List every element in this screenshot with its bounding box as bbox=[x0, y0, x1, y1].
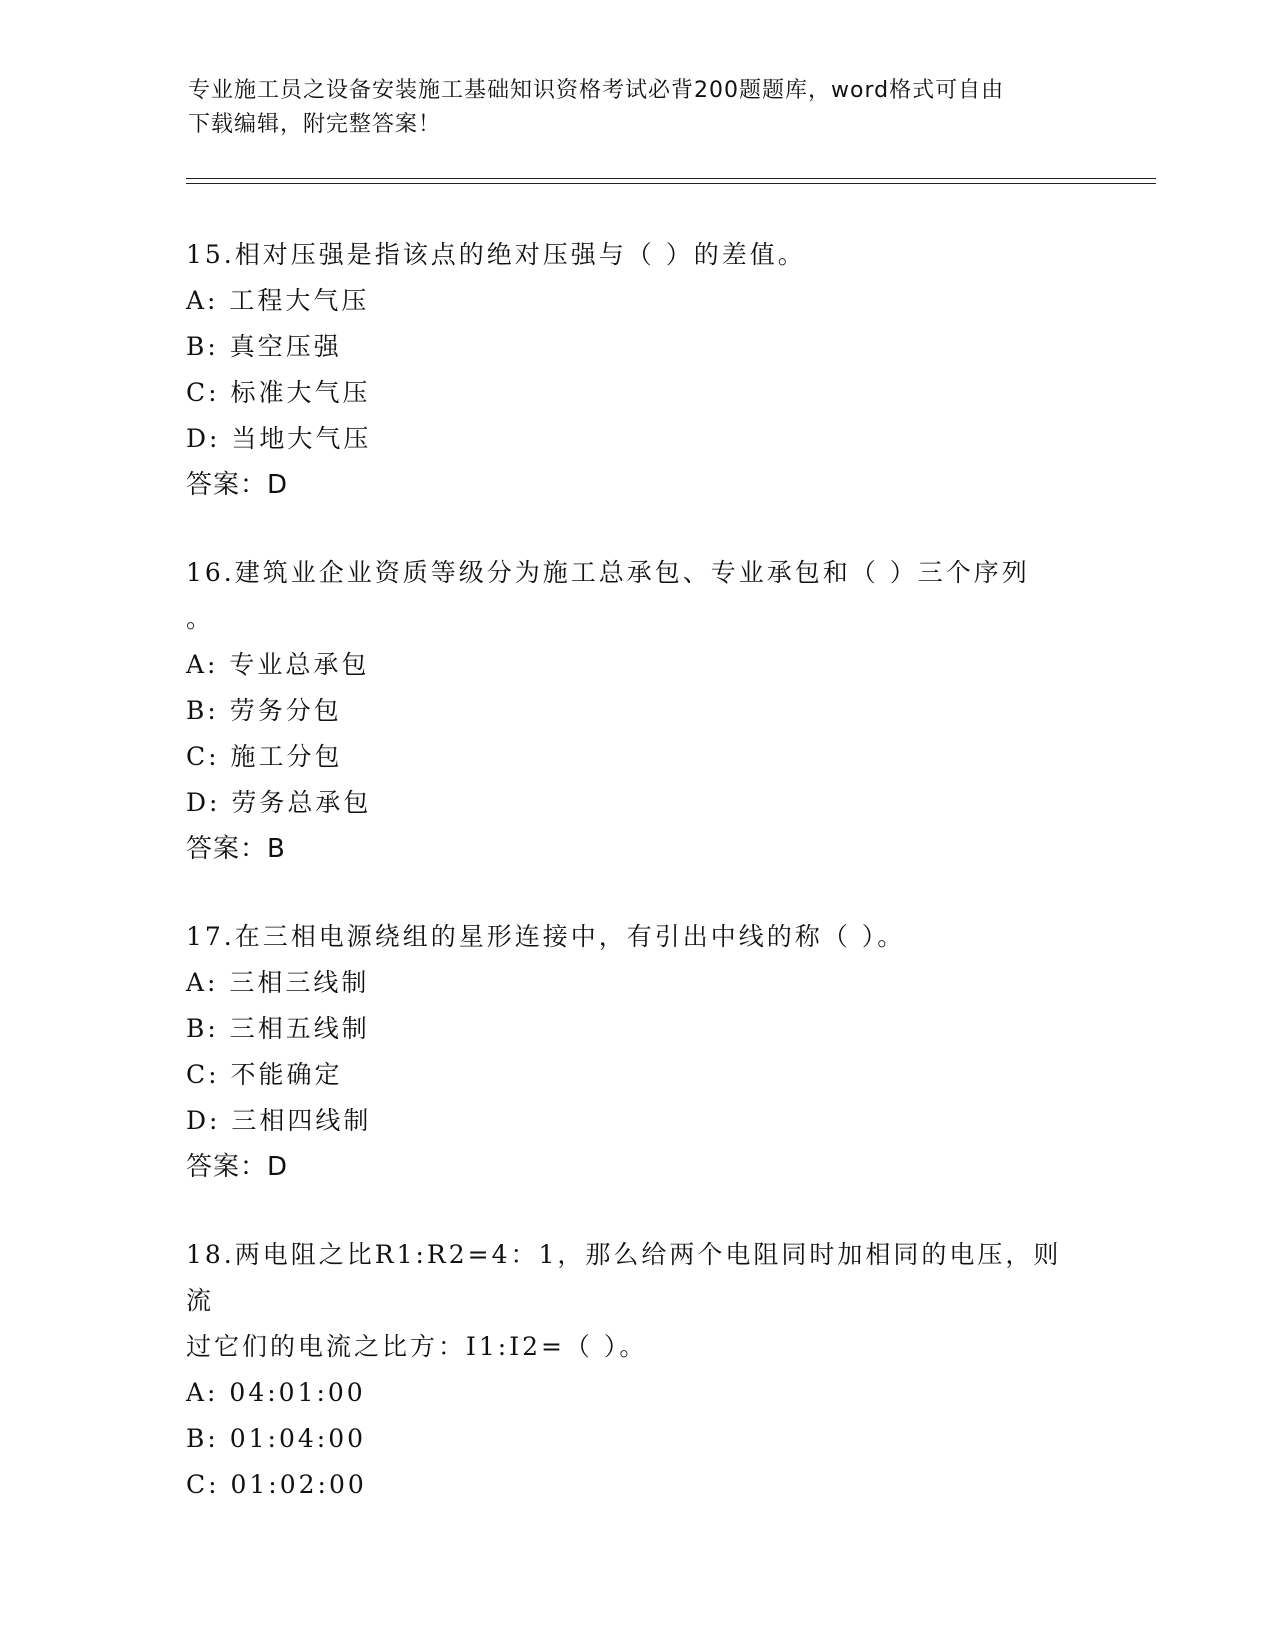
question-stem: 16.建筑业企业资质等级分为施工总承包、专业承包和（ ）三个序列 bbox=[186, 558, 1030, 587]
question-stem-continuation: 。 bbox=[186, 604, 215, 633]
question-stem: 18.两电阻之比R1:R2=4：1，那么给两个电阻同时加相同的电压，则流 bbox=[186, 1240, 1062, 1315]
option-d: D: 三相四线制 bbox=[186, 1106, 372, 1135]
header-line-2: 下载编辑，附完整答案！ bbox=[188, 112, 442, 137]
question-16 bbox=[186, 550, 1086, 872]
option-b: B: 三相五线制 bbox=[186, 1014, 370, 1043]
option-b: B: 真空压强 bbox=[186, 332, 342, 361]
option-a: A: 专业总承包 bbox=[186, 650, 370, 679]
question-18 bbox=[186, 1232, 1086, 1508]
answer-line: 答案：D bbox=[186, 470, 289, 500]
option-b: B: 01:04:00 bbox=[186, 1424, 367, 1453]
header-divider-bottom bbox=[186, 183, 1156, 184]
question-stem: 15.相对压强是指该点的绝对压强与（ ）的差值。 bbox=[186, 240, 806, 269]
option-a: A: 工程大气压 bbox=[186, 286, 370, 315]
answer-line: 答案：B bbox=[186, 834, 286, 864]
header-line-1: 专业施工员之设备安装施工基础知识资格考试必背200题题库，word格式可自由 bbox=[188, 78, 1005, 103]
question-15 bbox=[186, 232, 1086, 508]
question-list bbox=[186, 232, 1086, 1550]
option-d: D: 劳务总承包 bbox=[186, 788, 372, 817]
option-b: B: 劳务分包 bbox=[186, 696, 342, 725]
option-c: C: 标准大气压 bbox=[186, 378, 371, 407]
question-stem-continuation: 过它们的电流之比方：I1:I2=（ ）。 bbox=[186, 1332, 648, 1361]
question-stem: 17.在三相电源绕组的星形连接中，有引出中线的称（ ）。 bbox=[186, 922, 906, 951]
option-c: C: 不能确定 bbox=[186, 1060, 343, 1089]
option-c: C: 01:02:00 bbox=[186, 1470, 367, 1499]
question-17 bbox=[186, 914, 1086, 1190]
header-divider-top bbox=[186, 178, 1156, 179]
option-a: A: 04:01:00 bbox=[186, 1378, 366, 1407]
answer-line: 答案：D bbox=[186, 1152, 289, 1182]
option-a: A: 三相三线制 bbox=[186, 968, 370, 997]
option-d: D: 当地大气压 bbox=[186, 424, 372, 453]
option-c: C: 施工分包 bbox=[186, 742, 343, 771]
document-header bbox=[188, 74, 1068, 142]
